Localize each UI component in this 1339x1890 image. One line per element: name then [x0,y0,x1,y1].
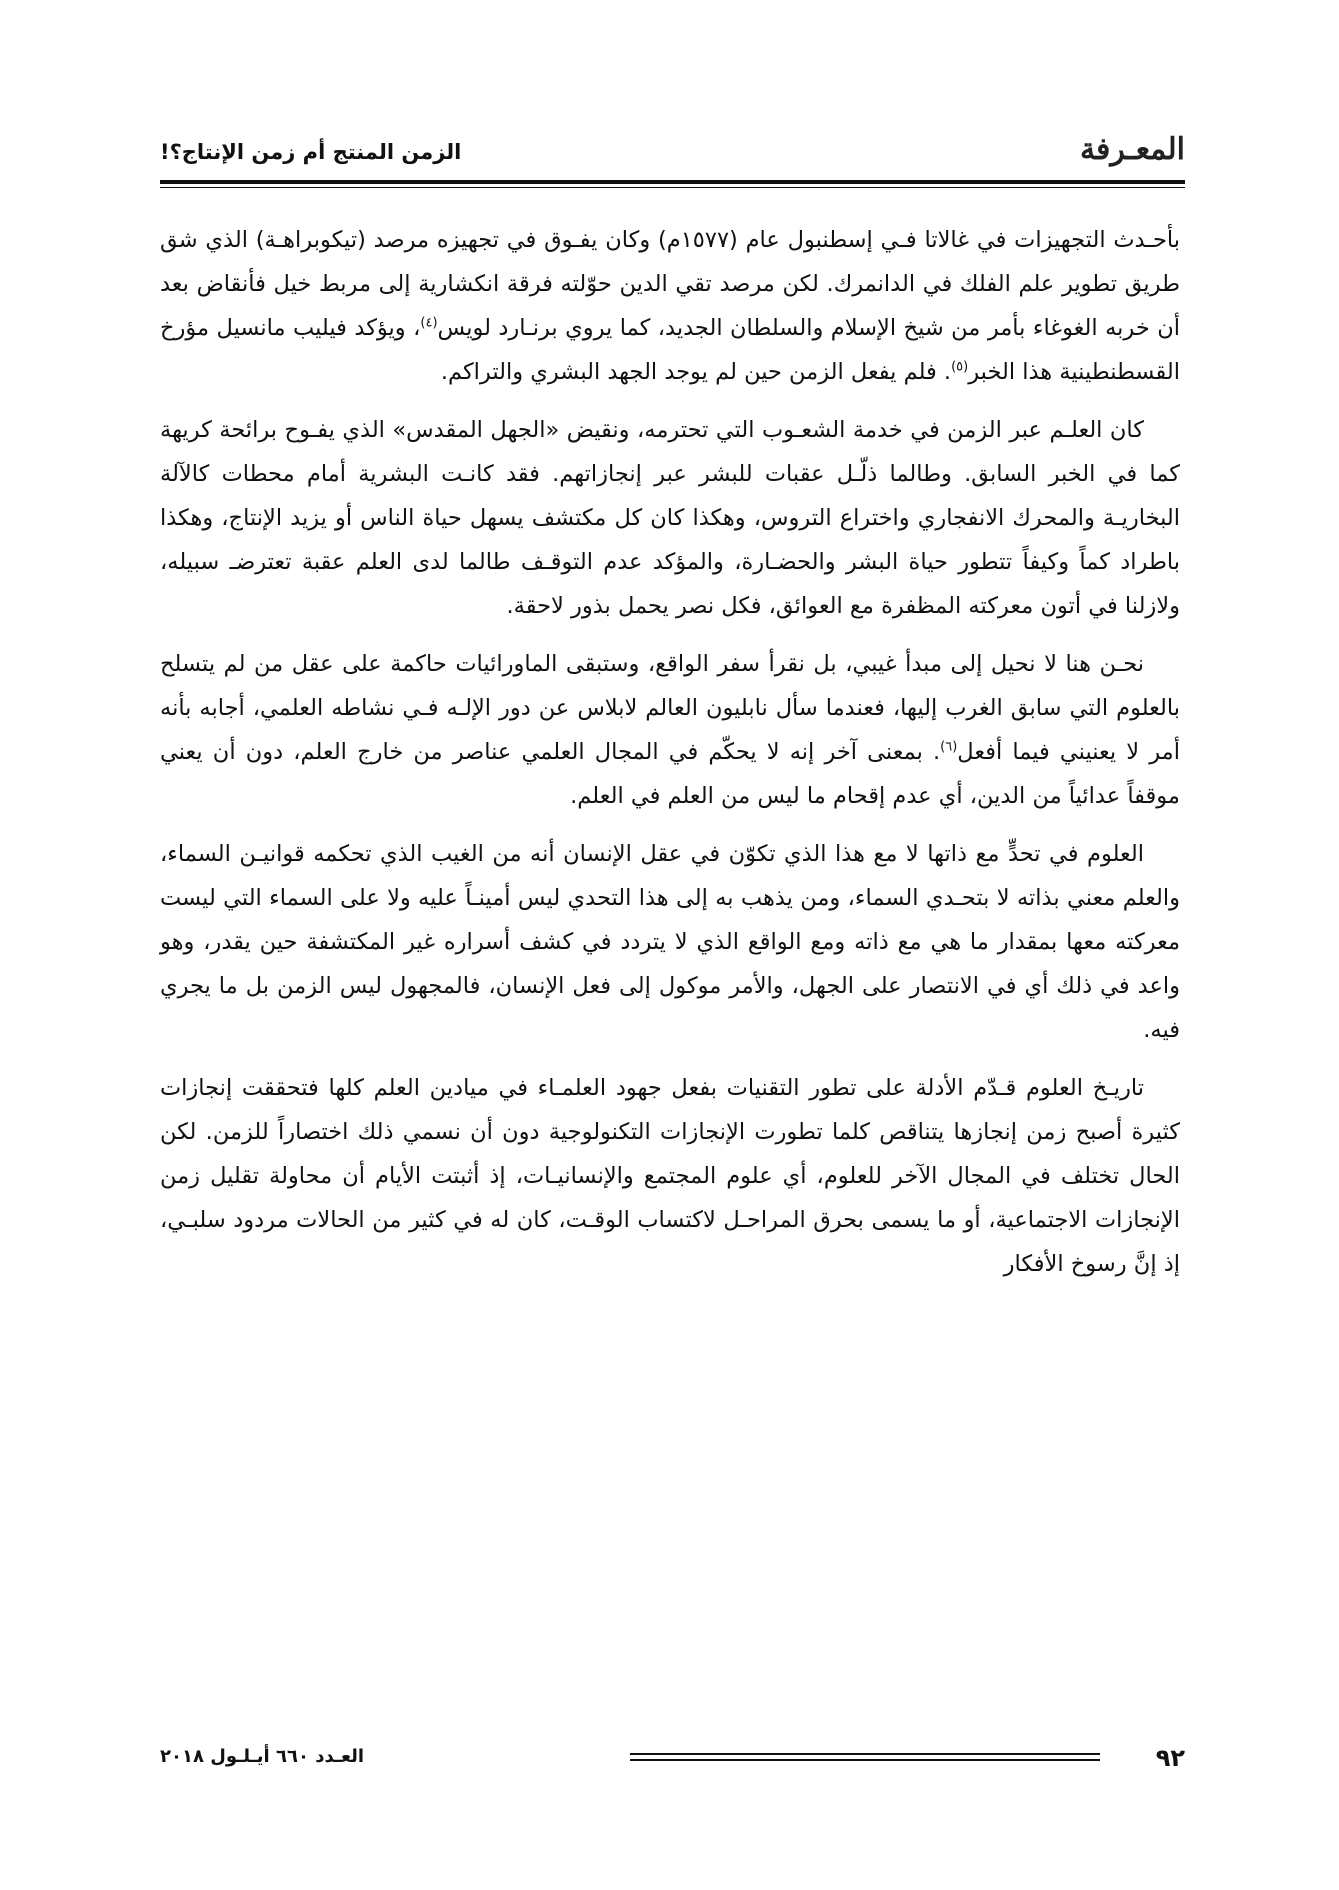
magazine-logo: المعـرفة [1079,132,1185,167]
footnote-ref-5: (٥) [951,359,969,375]
paragraph-5: تاريـخ العلوم قـدّم الأدلة على تطور التقنيات بفعل جهود العلمـاء في ميادين العلم كلها فتحققت إنجازات كثيرة أصبح زمن إنجازها يتناقص كلما تطورت الإنجازات التكنولوجية دون أن نسمي ذلك اختصاراً للزمن. لكن الحال تختلف في المجال الآخر للعلوم، أي علوم المجتمع والإنسانيـات، إذ أثبتت الأيام أن محاولة تقليل زمن الإنجازات الاجتماعية، أو ما يسمى بحرق المراحـل لاكتساب الوقـت، كان له في كثير من الحالات مردود سلبـي، إذ إنَّ رسوخ الأفكار [160,1075,1180,1277]
issue-info: العـدد ٦٦٠ أيـلـول ٢٠١٨ [160,1746,365,1767]
header-rule-thick [160,180,1185,184]
footer-rule-1 [630,1753,1100,1755]
footnote-ref-4: (٤) [420,315,438,331]
header-rule-thin [160,187,1185,188]
footer-rule-2 [630,1759,1100,1761]
paragraph-3: نحـن هنا لا نحيل إلى مبدأ غيبي، بل نقرأ سفر الواقع، وستبقى الماورائيات حاكمة على عقل من لم يتسلح بالعلوم التي سابق الغرب إليها، فعندما سأل نابليون العالم لابلاس عن دور الإلـه فـي نشاطه العلمي، أجابه بأنه أمر لا يعنيني فيما أفعل$^{(٦)}$. بمعنى آخر إنه لا يحكّم في المجال العلمي عناصر من خارج العلم، دون أن يعني موقفاً عدائياً من الدين، أي عدم إقحام ما ليس من العلم في العلم. [160,651,1180,809]
paragraph-2: كان العلـم عبر الزمن في خدمة الشعـوب التي تحترمه، ونقيض «الجهل المقدس» الذي يفـوح برائحة كريهة كما في الخبر السابق. وطالما ذلّـل عقبات للبشر عبر إنجازاتهم. فقد كانـت البشرية أمام محطات كالآلة البخاريـة والمحرك الانفجاري واختراع التروس، وهكذا كان كل مكتشف يسهل حياة الناس أو يزيد الإنتاج، وهكذا باطراد كماً وكيفاً تتطور حياة البشر والحضـارة، والمؤكد عدم التوقـف طالما لدى العلم عقبة تعترضـ سبيله، ولازلنا في أتون معركته المظفرة مع العوائق، فكل نصر يحمل بذور لاحقة. [160,417,1180,619]
footnote-ref-6: (٦) [940,739,958,755]
paragraph-1: بأحـدث التجهيزات في غالاتا فـي إسطنبول عام (١٥٧٧م) وكان يفـوق في تجهيزه مرصد (تيكوبراهـة) الذي شق طريق تطوير علم الفلك في الدانمرك. لكن مرصد تقي الدين حوّلته فرقة انكشارية إلى مربط خيل فأنقاض بعد أن خربه الغوغاء بأمر من شيخ الإسلام والسلطان الجديد، كما يروي برنـارد لويس$^{(٤)}$، ويؤكد فيليب مانسيل مؤرخ القسطنطينية هذا الخبر$^{(٥)}$. فلم يفعل الزمن حين لم يوجد الجهد البشري والتراكم. [160,227,1180,385]
article-body [160,218,1180,1300]
page-footer [160,1740,1185,1780]
page-header [160,118,1185,178]
paragraph-4: العلوم في تحدٍّ مع ذاتها لا مع هذا الذي تكوّن في عقل الإنسان أنه من الغيب الذي تحكمه قوانيـن السماء، والعلم معني بذاته لا بتحـدي السماء، ومن يذهب به إلى هذا التحدي ليس أمينـاً عليه ولا على السماء التي ليست معركته معها بمقدار ما هي مع ذاته ومع الواقع الذي لا يتردد في كشف أسراره غير المكتشفة حين يقدر، وهو واعد في ذلك أي في الانتصار على الجهل، والأمر موكول إلى فعل الإنسان، فالمجهول ليس الزمن بل ما يجري فيه. [160,841,1180,1043]
page-number: ٩٢ [1155,1744,1185,1772]
article-title: الزمن المنتج أم زمن الإنتاج؟! [160,140,462,164]
